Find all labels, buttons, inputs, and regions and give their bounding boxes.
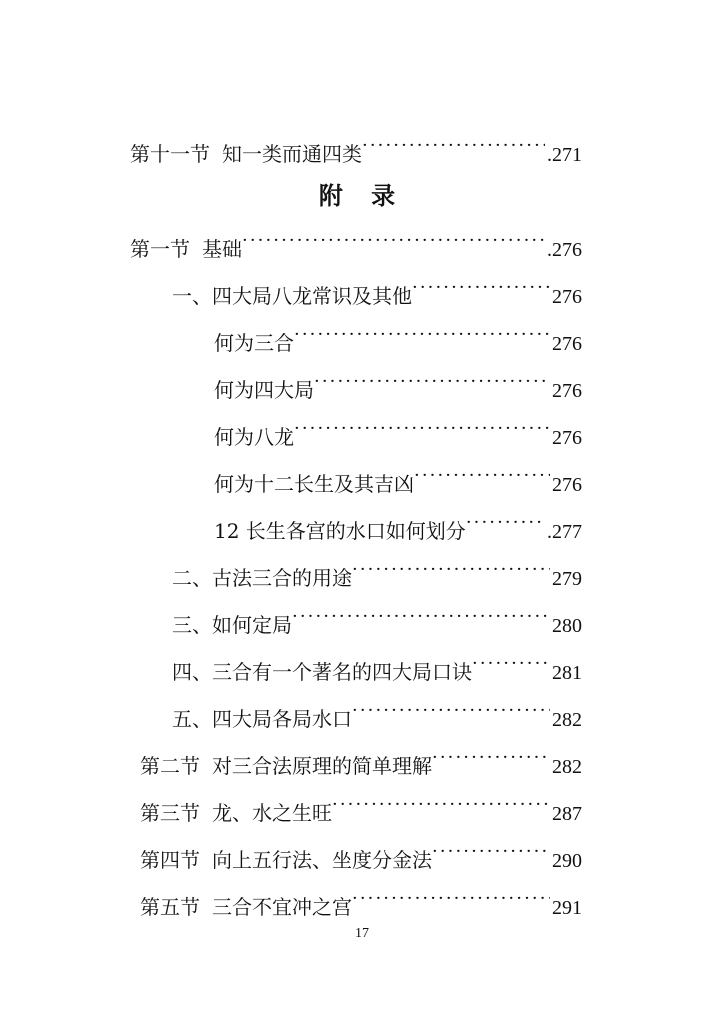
dot-leader <box>294 414 550 444</box>
toc-page-number: .276 <box>547 239 582 261</box>
toc-entry-title: 龙、水之生旺 <box>212 801 332 825</box>
toc-entry-title: 四、三合有一个著名的四大局口诀 <box>172 660 472 684</box>
toc-entry <box>172 273 582 308</box>
toc-section-label: 第一节 <box>130 237 190 261</box>
toc-entry-title: 五、四大局各局水口 <box>172 707 352 731</box>
toc-page-number: 287 <box>552 803 582 825</box>
toc-page-number: 276 <box>552 333 582 355</box>
dot-leader <box>352 555 550 585</box>
toc-entry-title: 知一类而通四类 <box>222 142 362 166</box>
toc-page-number: 281 <box>552 662 582 684</box>
toc-section-label: 第十一节 <box>130 142 210 166</box>
toc-entry <box>130 226 582 261</box>
toc-entry <box>140 790 582 825</box>
toc-section-label: 第四节 <box>140 848 200 872</box>
toc-entry <box>214 508 582 543</box>
toc-entry-title: 三合不宜冲之宫 <box>212 895 352 919</box>
dot-leader <box>294 320 550 350</box>
toc-entry-title: 何为八龙 <box>214 425 294 449</box>
toc-entry-title: 一、四大局八龙常识及其他 <box>172 284 412 308</box>
dot-leader <box>332 790 550 820</box>
toc-page-number: 290 <box>552 850 582 872</box>
toc-page-number: 282 <box>552 756 582 778</box>
toc-entry <box>172 602 582 637</box>
dot-leader <box>352 884 550 914</box>
toc-page-number: 291 <box>552 897 582 919</box>
toc-entry-title: 基础 <box>202 237 242 261</box>
toc-entry-title: 12 长生各宫的水口如何划分 <box>214 519 466 543</box>
toc-entry <box>140 743 582 778</box>
toc-entry-title: 何为十二长生及其吉凶 <box>214 472 414 496</box>
dot-leader <box>414 461 550 491</box>
dot-leader <box>362 131 545 161</box>
appendix-heading: 附 录 <box>318 182 406 210</box>
toc-entry <box>172 555 582 590</box>
toc-page-number: 276 <box>552 380 582 402</box>
toc-entry-title: 二、古法三合的用途 <box>172 566 352 590</box>
toc-entry <box>214 367 582 402</box>
toc-page-number: .277 <box>547 521 582 543</box>
dot-leader <box>432 743 550 773</box>
dot-leader <box>352 696 550 726</box>
page-number: 17 <box>355 926 369 941</box>
toc-page-number: 279 <box>552 568 582 590</box>
dot-leader <box>242 226 545 256</box>
toc-page-number: 276 <box>552 474 582 496</box>
toc-entry-title: 何为三合 <box>214 331 294 355</box>
toc-entry <box>214 320 582 355</box>
toc-entry <box>172 649 582 684</box>
toc-page-number: 280 <box>552 615 582 637</box>
toc-section-label: 第二节 <box>140 754 200 778</box>
toc-entry <box>140 884 582 919</box>
dot-leader <box>412 273 550 303</box>
toc-section-label: 第五节 <box>140 895 200 919</box>
toc-section-label: 第三节 <box>140 801 200 825</box>
toc-entry <box>130 131 582 166</box>
dot-leader <box>472 649 550 679</box>
dot-leader <box>314 367 550 397</box>
toc-entry <box>172 696 582 731</box>
toc-page-number: 276 <box>552 427 582 449</box>
dot-leader <box>432 837 550 867</box>
toc-entry-title: 三、如何定局 <box>172 613 292 637</box>
toc-entry <box>140 837 582 872</box>
toc-entry-title: 对三合法原理的简单理解 <box>212 754 432 778</box>
toc-entry <box>214 414 582 449</box>
toc-page-number: .271 <box>547 144 582 166</box>
dot-leader <box>292 602 550 632</box>
toc-entry-title: 何为四大局 <box>214 378 314 402</box>
toc-page-number: 276 <box>552 286 582 308</box>
toc-entry <box>214 461 582 496</box>
toc-entry-title: 向上五行法、坐度分金法 <box>212 848 432 872</box>
toc-page-number: 282 <box>552 709 582 731</box>
dot-leader <box>466 508 545 538</box>
